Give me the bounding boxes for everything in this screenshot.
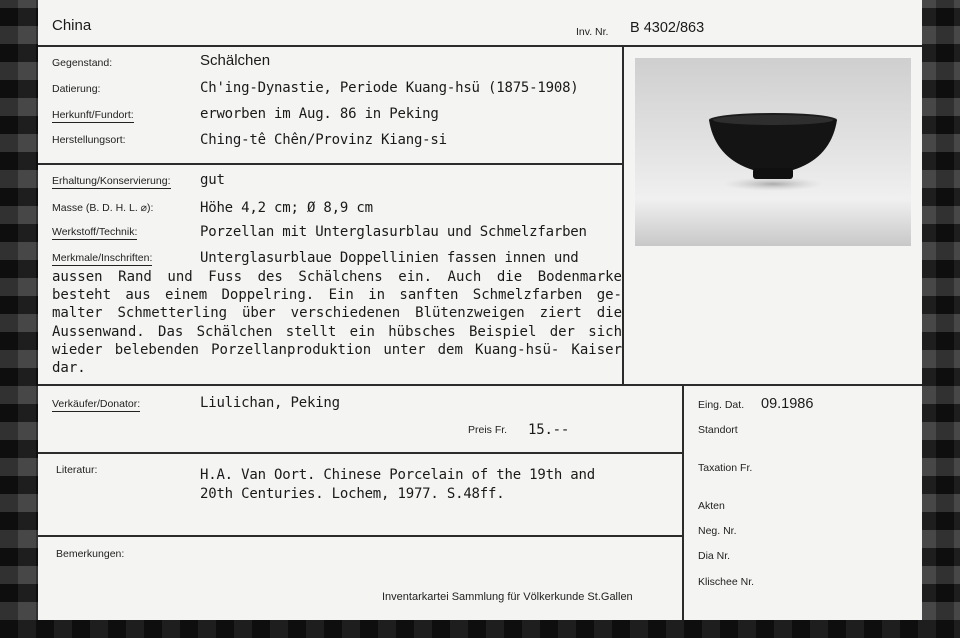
erhaltung-value: gut xyxy=(200,172,225,188)
divider-4 xyxy=(38,535,683,537)
divider-header xyxy=(38,45,922,47)
eing-dat-label: Eing. Dat. xyxy=(698,399,745,411)
datierung-value: Ch'ing-Dynastie, Periode Kuang-hsü (1875-1908) xyxy=(200,80,579,96)
divider-3 xyxy=(38,452,683,454)
literatur-label: Literatur: xyxy=(56,464,98,476)
herstellungsort-value: Ching-tê Chên/Provinz Kiang-si xyxy=(200,132,447,148)
masse-label: Masse (B. D. H. L. ⌀): xyxy=(52,202,154,214)
preis-value: 15.-- xyxy=(528,422,570,438)
inv-nr-value: B 4302/863 xyxy=(630,20,705,36)
akten-label: Akten xyxy=(698,500,725,512)
literatur-line-1: H.A. Van Oort. Chinese Porcelain of the 19th and xyxy=(200,467,595,483)
werkstoff-value: Porzellan mit Unterglasurblau und Schmelzfarben xyxy=(200,224,587,240)
werkstoff-label: Werkstoff/Technik: xyxy=(52,226,138,238)
standort-label: Standort xyxy=(698,424,738,436)
gegenstand-value: Schälchen xyxy=(200,52,271,69)
merkmale-label: Merkmale/Inschriften: xyxy=(52,252,153,264)
inventory-card xyxy=(38,0,922,620)
taxation-label: Taxation Fr. xyxy=(698,462,753,474)
eing-dat-value: 09.1986 xyxy=(761,396,814,412)
dia-nr-label: Dia Nr. xyxy=(698,550,731,562)
divider-2 xyxy=(38,384,922,386)
literatur-line-2: 20th Centuries. Lochem, 1977. S.48ff. xyxy=(200,486,505,502)
preis-label: Preis Fr. xyxy=(468,424,508,436)
gegenstand-label: Gegenstand: xyxy=(52,57,113,69)
herkunft-label: Herkunft/Fundort: xyxy=(52,109,134,121)
vertical-divider-photo xyxy=(622,46,624,385)
verkaeufer-label: Verkäufer/Donator: xyxy=(52,398,141,410)
merkmale-text: aussen Rand und Fuss des Schälchens ein. Auch die Bodenmarke besteht aus einem Doppelring. Ein in sanften Schmelzfarben ge- malter Schmetterling über verschiedenen Blütenzweigen ziert die Aussenwand. Das Schälchen stellt ein hübsches Beispiel der sich wieder belebenden Porzellanproduktion unter dem Kuang-hsü- Kaiser dar. xyxy=(52,269,622,377)
datierung-label: Datierung: xyxy=(52,83,101,95)
merkmale-first-line: Unterglasurblaue Doppellinien fassen innen und xyxy=(200,250,579,266)
institution-footer: Inventarkartei Sammlung für Völkerkunde St.Gallen xyxy=(382,591,633,603)
country-label: China xyxy=(52,17,92,34)
erhaltung-label: Erhaltung/Konservierung: xyxy=(52,175,171,187)
bemerkungen-label: Bemerkungen: xyxy=(56,548,125,560)
masse-value: Höhe 4,2 cm; Ø 8,9 cm xyxy=(200,200,373,216)
object-photo xyxy=(635,58,911,246)
vertical-divider-side xyxy=(682,385,684,620)
herkunft-value: erworben im Aug. 86 in Peking xyxy=(200,106,439,122)
klischee-nr-label: Klischee Nr. xyxy=(698,576,755,588)
inv-nr-label: Inv. Nr. xyxy=(576,26,609,38)
divider-1 xyxy=(38,163,623,165)
verkaeufer-value: Liulichan, Peking xyxy=(200,395,340,411)
neg-nr-label: Neg. Nr. xyxy=(698,525,737,537)
herstellungsort-label: Herstellungsort: xyxy=(52,134,126,146)
